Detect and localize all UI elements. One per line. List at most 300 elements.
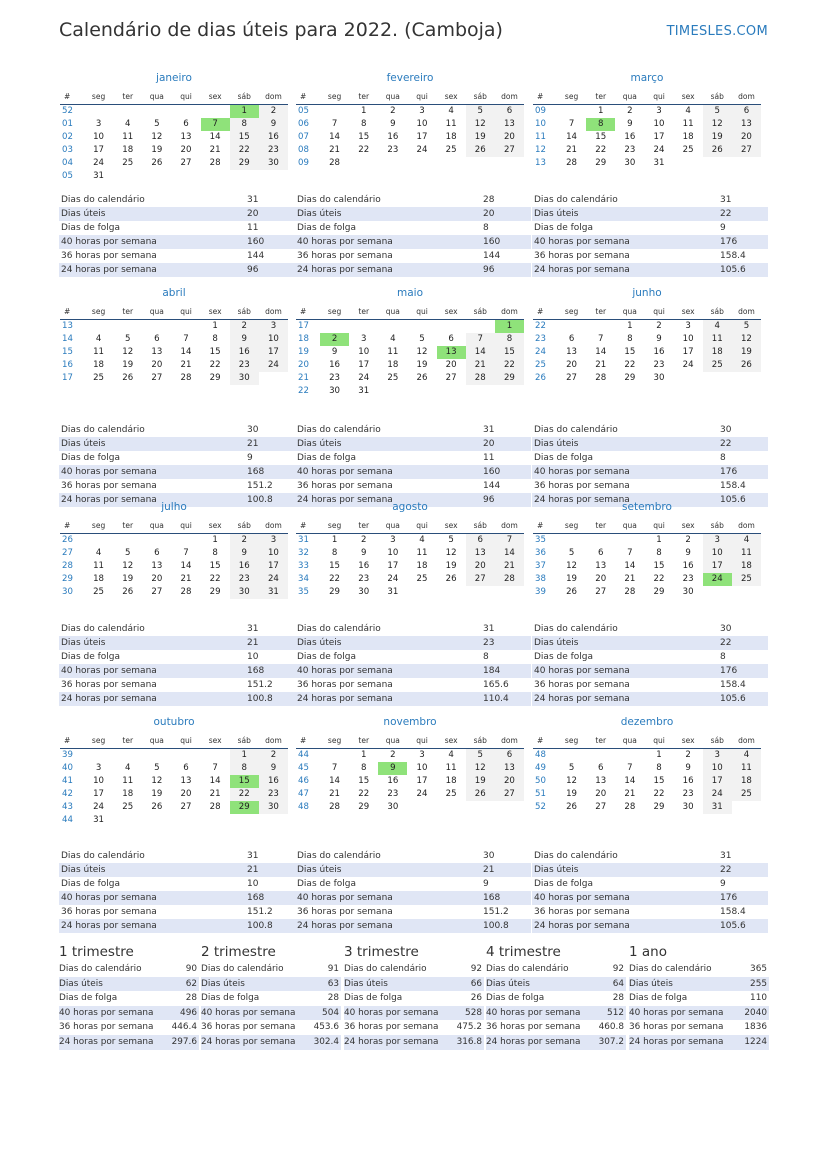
stat-value: 20	[481, 437, 531, 451]
weekday-header: qui	[407, 304, 436, 320]
day-cell: 7	[183, 548, 189, 558]
day-cell: 24	[358, 373, 370, 383]
day-cell: 14	[209, 776, 221, 786]
stat-row	[59, 437, 295, 451]
stat-value: 105.6	[718, 919, 768, 933]
stat-row	[295, 451, 531, 465]
weekday-header: ter	[349, 733, 378, 749]
day-cell: 28	[329, 158, 341, 168]
stat-label: 24 horas por semana	[295, 919, 481, 933]
weekday-header: dom	[259, 733, 288, 749]
stat-row	[59, 235, 295, 249]
stat-row	[59, 479, 295, 493]
stat-row	[532, 437, 768, 451]
day-cell: 1	[212, 535, 218, 545]
summary-label: 24 horas por semana	[486, 1035, 594, 1050]
day-cell	[113, 320, 142, 334]
week-number: 35	[535, 535, 546, 545]
day-cell: 19	[122, 574, 134, 584]
day-cell	[201, 170, 230, 183]
day-cell: 8	[360, 763, 367, 773]
stat-value: 151.2	[247, 481, 273, 491]
day-cell: 4	[419, 535, 425, 545]
day-cell: 15	[230, 131, 259, 144]
day-cell: 14	[466, 346, 495, 359]
stat-row	[295, 664, 531, 678]
day-cell	[674, 372, 703, 385]
day-cell	[557, 749, 586, 763]
summary-label: 40 horas por semana	[344, 1006, 452, 1021]
day-cell: 14	[624, 776, 636, 786]
stat-label: Dias úteis	[532, 207, 718, 221]
stat-row	[295, 235, 531, 249]
day-cell	[142, 814, 171, 827]
stat-row	[59, 193, 295, 207]
day-cell: 11	[93, 347, 105, 357]
day-cell: 18	[732, 775, 761, 788]
month-stats	[532, 423, 768, 507]
month-1	[296, 71, 524, 170]
summary-row	[486, 962, 626, 977]
week-number: 14	[62, 334, 73, 344]
weekday-header: sex	[437, 733, 466, 749]
day-cell: 19	[122, 360, 134, 370]
day-cell: 26	[703, 144, 732, 157]
week-number-header: #	[533, 304, 557, 320]
day-cell: 12	[151, 776, 163, 786]
day-cell: 27	[180, 158, 192, 168]
week-row	[60, 105, 288, 119]
weekday-header: qui	[644, 518, 673, 534]
day-cell: 12	[466, 118, 495, 131]
stat-value: 100.8	[245, 493, 295, 507]
week-number: 09	[298, 158, 309, 168]
stat-row	[532, 877, 768, 891]
stat-label: 36 horas por semana	[534, 481, 630, 491]
day-cell: 16	[653, 347, 665, 357]
stat-label: 40 horas por semana	[59, 891, 245, 905]
day-cell: 5	[154, 119, 160, 129]
weekday-header: sex	[201, 518, 230, 534]
day-cell	[732, 157, 761, 170]
stat-label: Dias úteis	[295, 863, 481, 877]
day-cell: 18	[122, 789, 134, 799]
month-name: outubro	[153, 716, 195, 728]
weekday-header: qua	[142, 733, 171, 749]
month-stats	[532, 193, 768, 277]
weekday-header: sáb	[703, 518, 732, 534]
day-cell: 9	[656, 334, 662, 344]
day-cell: 18	[703, 346, 732, 359]
day-cell: 5	[466, 105, 495, 119]
week-number: 28	[62, 561, 73, 571]
day-cell: 10	[682, 334, 694, 344]
weekday-header: seg	[320, 518, 349, 534]
day-cell: 4	[448, 106, 454, 116]
weekday-header: sáb	[230, 89, 259, 105]
day-cell: 25	[732, 788, 761, 801]
day-cell	[113, 749, 142, 763]
day-cell	[703, 157, 732, 170]
day-cell: 16	[230, 560, 259, 573]
week-number: 27	[62, 548, 73, 558]
stat-label: 36 horas por semana	[297, 907, 393, 917]
week-number: 21	[298, 373, 309, 383]
day-cell: 2	[320, 333, 349, 346]
week-number: 52	[62, 106, 73, 116]
day-cell: 13	[180, 132, 192, 142]
stat-label: Dias de folga	[534, 652, 594, 662]
stat-row	[59, 221, 295, 235]
week-number: 24	[535, 347, 546, 357]
day-cell	[378, 157, 407, 170]
stat-value: 31	[483, 425, 495, 435]
week-number: 32	[298, 548, 309, 558]
day-cell: 4	[448, 750, 454, 760]
week-number: 38	[535, 574, 546, 584]
day-cell: 2	[259, 749, 288, 763]
stat-label: Dias de folga	[297, 652, 357, 662]
day-cell: 15	[653, 776, 665, 786]
weekday-header: qui	[171, 733, 200, 749]
day-cell: 3	[703, 749, 732, 763]
stat-row	[59, 650, 295, 664]
day-cell: 13	[566, 347, 578, 357]
stat-value: 21	[481, 863, 531, 877]
day-cell: 6	[597, 763, 604, 773]
week-number: 39	[62, 750, 73, 760]
stat-value: 100.8	[481, 919, 531, 933]
day-cell: 22	[495, 359, 524, 372]
day-cell: 22	[653, 574, 665, 584]
day-cell: 9	[390, 119, 396, 129]
day-cell: 25	[445, 789, 457, 799]
day-cell: 20	[151, 360, 163, 370]
stat-value: 144	[483, 251, 501, 261]
summary-label: Dias úteis	[59, 977, 167, 992]
stat-row	[295, 678, 531, 692]
week-number: 33	[298, 561, 309, 571]
weekday-header: sáb	[466, 89, 495, 105]
summary-row	[344, 1035, 484, 1050]
day-cell: 4	[95, 334, 102, 344]
day-cell: 18	[93, 360, 105, 370]
summary-label: 24 horas por semana	[201, 1035, 309, 1050]
day-cell: 13	[595, 561, 607, 571]
stat-label: 40 horas por semana	[295, 235, 481, 249]
stat-value: 158.4	[720, 251, 746, 261]
day-cell: 19	[151, 145, 163, 155]
stat-value: 31	[247, 195, 259, 205]
month-7	[296, 500, 524, 599]
day-cell	[466, 157, 495, 170]
stat-row	[532, 891, 768, 905]
summary-row	[486, 1020, 626, 1035]
day-cell	[615, 749, 644, 763]
stat-value: 96	[481, 493, 531, 507]
weekday-header: ter	[349, 518, 378, 534]
week-number: 11	[535, 132, 546, 142]
day-cell: 19	[466, 131, 495, 144]
week-number: 31	[298, 535, 309, 545]
stat-value: 9	[720, 223, 726, 233]
week-row	[60, 801, 288, 814]
day-cell	[201, 105, 230, 119]
day-cell: 5	[703, 105, 732, 119]
summary-label: Dias de folga	[486, 993, 545, 1004]
day-cell: 8	[212, 334, 218, 344]
day-cell	[407, 385, 436, 398]
day-cell: 30	[387, 802, 399, 812]
summary-value: 453.6	[313, 1022, 339, 1033]
weekday-header: seg	[557, 304, 586, 320]
day-cell: 26	[466, 144, 495, 157]
day-cell: 31	[387, 587, 399, 597]
weekday-header: ter	[113, 89, 142, 105]
day-cell: 20	[495, 775, 524, 788]
week-row	[533, 560, 761, 573]
day-cell: 22	[595, 145, 607, 155]
day-cell: 2	[230, 320, 259, 334]
summary-label: 40 horas por semana	[629, 1006, 737, 1021]
stat-value: 20	[245, 207, 295, 221]
day-cell	[557, 105, 586, 119]
stat-row	[295, 622, 531, 636]
stat-label: 24 horas por semana	[59, 263, 245, 277]
month-table	[296, 518, 524, 599]
day-cell: 14	[624, 561, 636, 571]
weekday-header: qui	[407, 518, 436, 534]
day-cell: 5	[154, 763, 160, 773]
stat-value: 8	[483, 223, 489, 233]
stat-label: 36 horas por semana	[61, 680, 157, 690]
weekday-header: qui	[644, 89, 673, 105]
day-cell: 22	[209, 360, 221, 370]
stat-row	[532, 919, 768, 933]
day-cell	[142, 170, 171, 183]
day-cell	[586, 320, 615, 334]
month-table	[60, 89, 288, 183]
day-cell: 26	[151, 158, 163, 168]
stat-label: 40 horas por semana	[295, 891, 481, 905]
day-cell: 13	[595, 776, 607, 786]
stat-label: 24 horas por semana	[295, 692, 481, 706]
summary-value: 63	[309, 977, 341, 992]
week-number-header: #	[533, 733, 557, 749]
stat-label: 36 horas por semana	[61, 907, 157, 917]
summary-value: 475.2	[456, 1022, 482, 1033]
summary-label: Dias úteis	[629, 977, 737, 992]
day-cell: 16	[682, 561, 694, 571]
week-number: 40	[62, 763, 73, 773]
week-number: 51	[535, 789, 546, 799]
stat-value: 96	[245, 263, 295, 277]
week-number: 13	[62, 321, 73, 331]
day-cell: 12	[732, 333, 761, 346]
day-cell: 1	[230, 105, 259, 119]
day-cell: 17	[682, 347, 694, 357]
month-10	[296, 715, 524, 814]
weekday-header: qua	[142, 304, 171, 320]
day-cell: 9	[259, 762, 288, 775]
week-row	[60, 346, 288, 359]
weekday-header: ter	[113, 518, 142, 534]
summary-row	[629, 1020, 769, 1035]
weekday-header: qua	[378, 89, 407, 105]
day-cell: 23	[387, 789, 399, 799]
day-cell: 10	[653, 119, 665, 129]
day-cell: 31	[653, 158, 665, 168]
day-cell: 18	[445, 132, 457, 142]
day-cell: 22	[624, 360, 636, 370]
week-number: 08	[298, 145, 309, 155]
day-cell: 7	[627, 548, 633, 558]
day-cell: 6	[154, 334, 160, 344]
day-cell: 6	[495, 749, 524, 763]
stat-value: 168	[481, 891, 531, 905]
brand-link[interactable]: TIMESLES.COM	[666, 24, 768, 39]
day-cell: 21	[209, 789, 221, 799]
day-cell: 30	[230, 586, 259, 599]
day-cell	[466, 801, 495, 814]
summary-value: 91	[327, 964, 339, 974]
week-number-header: #	[60, 304, 84, 320]
summary-row	[59, 977, 199, 992]
week-row	[296, 534, 524, 548]
week-number: 04	[62, 158, 73, 168]
day-cell: 16	[329, 360, 341, 370]
week-number: 05	[298, 106, 309, 116]
day-cell	[84, 749, 113, 763]
day-cell: 25	[703, 359, 732, 372]
stat-row	[532, 423, 768, 437]
week-row	[60, 144, 288, 157]
day-cell: 30	[329, 386, 341, 396]
week-row	[533, 333, 761, 346]
week-row	[60, 749, 288, 763]
weekday-header: dom	[495, 304, 524, 320]
month-stats	[295, 622, 531, 706]
day-cell: 28	[566, 158, 578, 168]
weekday-header: dom	[259, 518, 288, 534]
stat-label: 40 horas por semana	[59, 465, 245, 479]
day-cell: 17	[259, 560, 288, 573]
month-name: maio	[396, 287, 423, 299]
month-5	[533, 286, 761, 385]
day-cell: 28	[624, 587, 636, 597]
month-11	[533, 715, 761, 814]
day-cell	[437, 385, 466, 398]
summary-row	[486, 991, 626, 1006]
stat-label: 36 horas por semana	[534, 907, 630, 917]
stat-value: 8	[720, 652, 726, 662]
week-number: 50	[535, 776, 546, 786]
stat-row	[295, 423, 531, 437]
stat-label: Dias de folga	[297, 453, 357, 463]
stat-label: Dias úteis	[59, 207, 245, 221]
stat-row	[59, 465, 295, 479]
day-cell: 1	[360, 106, 367, 116]
day-cell	[142, 105, 171, 119]
day-cell: 21	[466, 359, 495, 372]
summary-value: 512	[594, 1006, 626, 1021]
stat-label: Dias de folga	[61, 652, 121, 662]
day-cell	[201, 749, 230, 763]
stat-row	[295, 891, 531, 905]
stat-row	[295, 905, 531, 919]
day-cell: 17	[703, 775, 732, 788]
week-number: 35	[298, 587, 309, 597]
day-cell: 25	[445, 145, 457, 155]
stat-value: 31	[483, 624, 495, 634]
stat-row	[295, 919, 531, 933]
day-cell	[466, 586, 495, 599]
summary-value: 316.8	[452, 1035, 484, 1050]
summary-label: Dias de folga	[59, 993, 118, 1004]
day-cell: 3	[390, 535, 396, 545]
stat-label: 24 horas por semana	[59, 692, 245, 706]
stat-value: 176	[718, 465, 768, 479]
day-cell	[113, 105, 142, 119]
stat-row	[295, 207, 531, 221]
day-cell: 8	[230, 762, 259, 775]
stat-row	[295, 636, 531, 650]
day-cell: 3	[95, 119, 102, 129]
day-cell: 31	[259, 586, 288, 599]
stat-value: 160	[245, 235, 295, 249]
day-cell	[201, 814, 230, 827]
summary-row	[629, 1035, 769, 1050]
week-row	[533, 131, 761, 144]
week-number: 44	[298, 750, 309, 760]
stat-row	[59, 877, 295, 891]
summary-label: 36 horas por semana	[629, 1022, 724, 1033]
summary-1	[201, 943, 341, 1050]
day-cell: 6	[183, 763, 189, 773]
summary-label: 24 horas por semana	[629, 1035, 737, 1050]
day-cell: 13	[437, 346, 466, 359]
day-cell	[171, 534, 200, 548]
week-row	[60, 534, 288, 548]
stat-row	[59, 451, 295, 465]
day-cell: 17	[653, 132, 665, 142]
weekday-header: sáb	[703, 733, 732, 749]
stat-row	[532, 636, 768, 650]
day-cell: 30	[230, 372, 259, 385]
day-cell: 1	[627, 321, 633, 331]
stat-row	[295, 263, 531, 277]
summary-value: 62	[167, 977, 199, 992]
day-cell: 18	[93, 574, 105, 584]
day-cell: 4	[732, 534, 761, 548]
summary-value: 110	[750, 993, 767, 1004]
week-row	[296, 157, 524, 170]
stat-row	[295, 437, 531, 451]
day-cell: 6	[466, 534, 495, 548]
stat-value: 151.2	[247, 680, 273, 690]
day-cell: 17	[93, 789, 105, 799]
day-cell: 15	[495, 346, 524, 359]
day-cell: 20	[595, 789, 607, 799]
day-cell: 13	[180, 776, 192, 786]
summary-title: 1 trimestre	[59, 944, 134, 960]
week-number: 17	[298, 321, 309, 331]
stat-value: 21	[245, 437, 295, 451]
day-cell: 3	[259, 534, 288, 548]
day-cell: 24	[387, 574, 399, 584]
day-cell: 10	[416, 119, 428, 129]
week-number-header: #	[60, 733, 84, 749]
